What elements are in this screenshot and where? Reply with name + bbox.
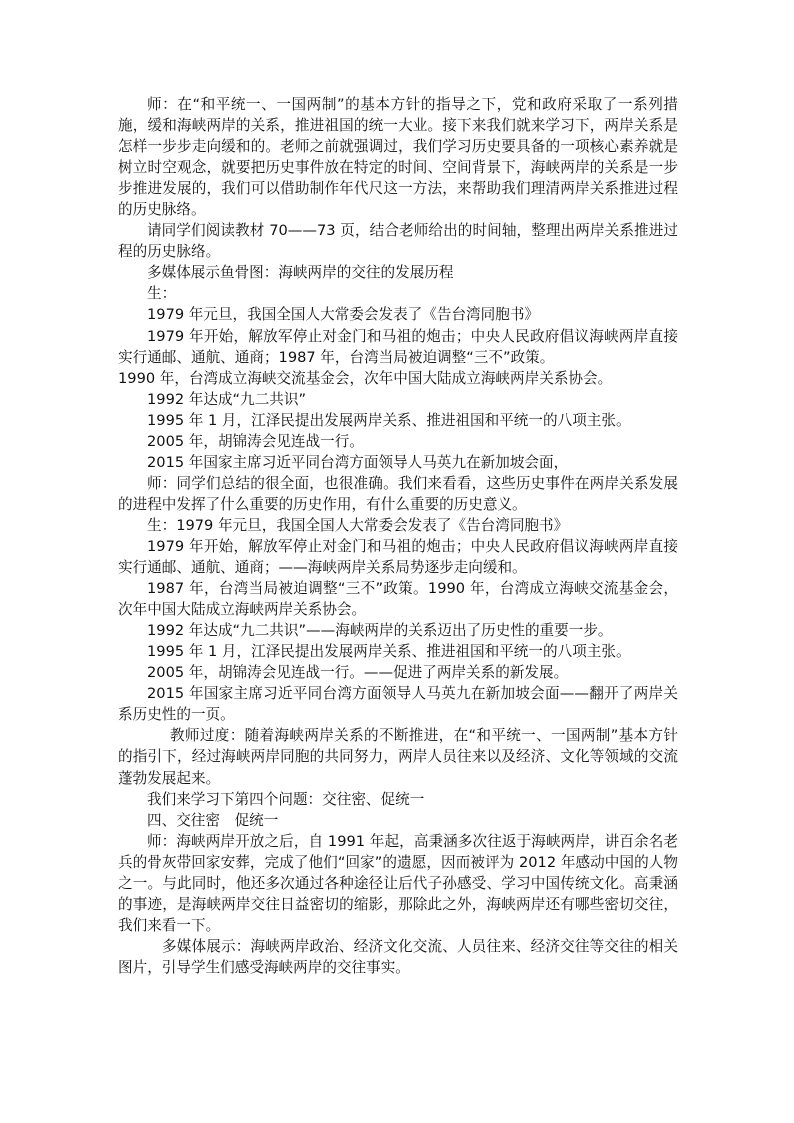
paragraph-event-1979-new-year: 1979 年元旦，我国全国人大常委会发表了《告台湾同胞书》: [147, 306, 540, 324]
paragraph-event-2005: 2005 年，胡锦涛会见连战一行。: [147, 432, 364, 450]
paragraph-event-1979-1987: 1979 年开始，解放军停止对金门和马祖的炮击；中央人民政府倡议海峡两岸直接实行通邮、通航、通商；1987 年，台湾当局被迫调整“三不”政策。: [118, 327, 678, 366]
paragraph-student-1987-1990: 1987 年，台湾当局被迫调整“三不”政策。1990 年，台湾成立海峡交流基金会，次年中国大陆成立海峡两岸关系协会。: [118, 580, 678, 619]
paragraph-teacher-intro: 师：在“和平统一、一国两制”的基本方针的指导之下，党和政府采取了一系列措施，缓和海峡两岸的关系，推进祖国的统一大业。接下来我们就来学习下，两岸关系是怎样一步步走向缓和的。老师之前就强调过，我们学习历史要具备的一项核心素养就是树立时空观念，就要把历史事件放在特定的时间、空间背景下，海峡两岸的关系是一步步推进发展的，我们可以借助制作年代尺这一方法，来帮助我们理清两岸关系推进过程的历史脉络。: [118, 96, 678, 219]
paragraph-student-1979: 生：1979 年元旦，我国全国人大常委会发表了《告台湾同胞书》: [147, 516, 569, 534]
paragraph-student-label: 生：: [147, 285, 177, 303]
paragraph-event-1995: 1995 年 1 月，江泽民提出发展两岸关系、推进祖国和平统一的八项主张。: [147, 411, 631, 429]
document-page: [118, 94, 678, 978]
paragraph-student-1995: 1995 年 1 月，江泽民提出发展两岸关系、推进祖国和平统一的八项主张。: [147, 643, 631, 661]
paragraph-student-1992-significance: 1992 年达成“九二共识”——海峡两岸的关系迈出了历史性的重要一步。: [147, 622, 613, 640]
paragraph-teacher-transition: 教师过度：随着海峡两岸关系的不断推进，在“和平统一、一国两制”基本方针的指引下，经过海峡两岸同胞的共同努力，两岸人员往来以及经济、文化等领域的交流蓬勃发展起来。: [118, 727, 678, 787]
paragraph-event-1992: 1992 年达成“九二共识”: [147, 390, 307, 408]
paragraph-event-1990: 1990 年，台湾成立海峡交流基金会，次年中国大陆成立海峡两岸关系协会。: [118, 369, 613, 387]
paragraph-teacher-summary: 师：同学们总结的很全面，也很准确。我们来看看，这些历史事件在两岸关系发展的进程中发挥了什么重要的历史作用，有什么重要的历史意义。: [118, 474, 678, 513]
paragraph-reading-task: 请同学们阅读教材 70——73 页，结合老师给出的时间轴，整理出两岸关系推进过程的历史脉络。: [118, 222, 678, 261]
paragraph-multimedia-fishbone: 多媒体展示鱼骨图：海峡两岸的交往的发展历程: [147, 264, 454, 282]
paragraph-student-1979-significance: 1979 年开始，解放军停止对金门和马祖的炮击；中央人民政府倡议海峡两岸直接实行通邮、通航、通商；——海峡两岸关系局势逐步走向缓和。: [118, 537, 678, 577]
paragraph-multimedia-exchanges: 多媒体展示：海峡两岸政治、经济文化交流、人员往来、经济交往等交往的相关图片，引导学生们感受海峡两岸的交往事实。: [118, 937, 678, 976]
paragraph-student-2015-significance: 2015 年国家主席习近平同台湾方面领导人马英九在新加坡会面——翻开了两岸关系历史性的一页。: [118, 685, 678, 724]
paragraph-event-2015: 2015 年国家主席习近平同台湾方面领导人马英九在新加坡会面，: [147, 453, 569, 471]
paragraph-student-2005-significance: 2005 年，胡锦涛会见连战一行。——促进了两岸关系的新发展。: [147, 664, 569, 682]
paragraph-fourth-question: 我们来学习下第四个问题：交往密、促统一: [147, 790, 425, 808]
paragraph-gao-binghan: 师：海峡两岸开放之后，自 1991 年起，高秉涵多次往返于海峡两岸，讲百余名老兵的骨灰带回家安葬，完成了他们“回家”的遗愿，因而被评为 2012 年感动中国的人物之一。与此同时，他还多次通过各种途径让后代子孙感受、学习中国传统文化。高秉涵的事迹，是海峡两岸交往日益密切的缩影，那除此之外，海峡两岸还有哪些密切交往，我们来看一下。: [118, 832, 678, 934]
section-heading-four: 四、交往密 促统一: [147, 811, 279, 829]
